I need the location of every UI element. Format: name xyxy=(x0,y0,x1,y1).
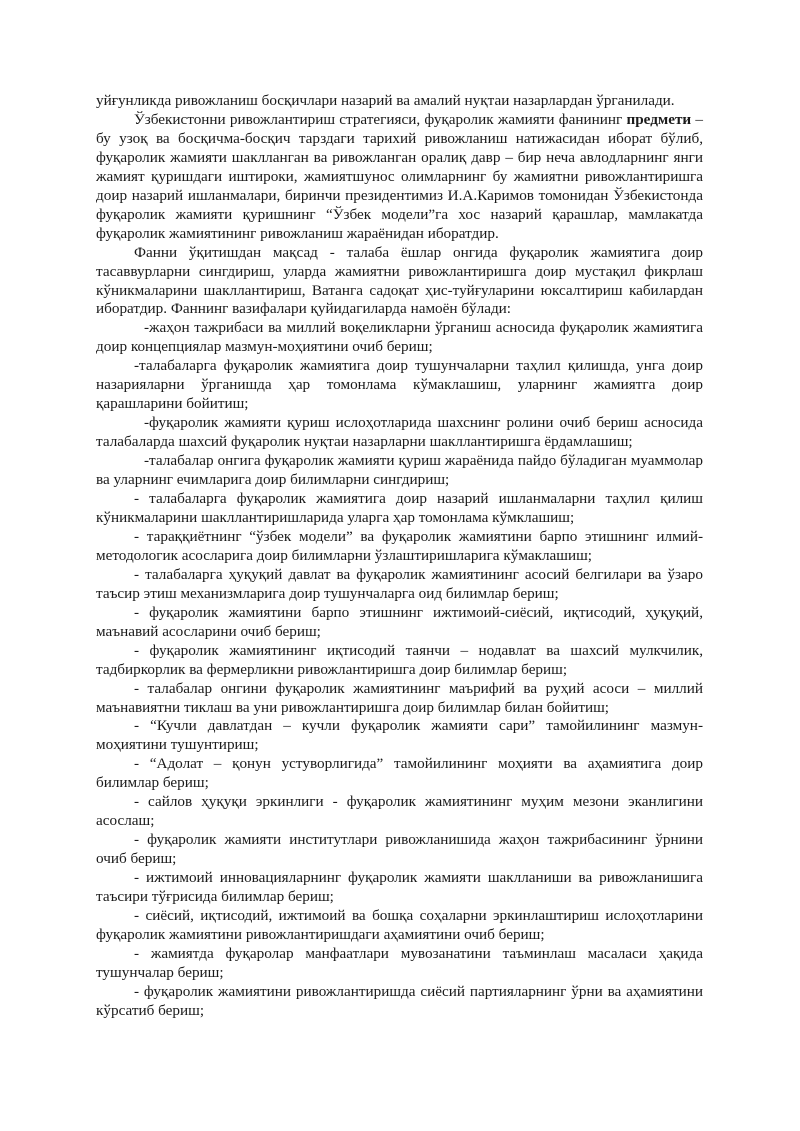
paragraph-subject-start: Ўзбекистонни ривожлантириш стратегияси, фуқаролик жамияти фанининг xyxy=(134,110,627,128)
task-item: - сиёсий, иқтисодий, ижтимоий ва бошқа соҳаларни эркинлаштириш ислоҳотларини фуқаролик жамиятини ривожлантиришдаги аҳамиятини очиб бериш; xyxy=(96,906,703,943)
paragraph-goal: Фанни ўқитишдан мақсад - талаба ёшлар онгида фуқаролик жамиятига доир тасаввурларни сингдириш, уларда жамиятни ривожлантиришга доир мустақил фикрлаш кўникмаларини шакллантириш, Ватанга садоқат ҳис-туйғуларини юксалтириш кабилардан иборатдир. Фаннинг вазифалари қуйидагиларда намоён бўлади: xyxy=(96,243,703,318)
task-item: - “Кучли давлатдан – кучли фуқаролик жамияти сари” тамойилининг мазмун-моҳиятини тушунтириш; xyxy=(96,717,703,754)
task-item: - ижтимоий инновацияларнинг фуқаролик жамияти шаклланиши ва ривожланишига таъсири тўғрисида билимлар бериш; xyxy=(96,869,703,906)
task-item: - фуқаролик жамияти институтлари ривожланишида жаҳон тажрибасининг ўрнини очиб бериш; xyxy=(96,831,703,868)
task-item: -талабалар онгига фуқаролик жамияти қуриш жараёнида пайдо бўладиган муаммолар ва уларнинг ечимларига доир билимларни сингдириш; xyxy=(96,452,703,489)
task-item: - сайлов ҳуқуқи эркинлиги - фуқаролик жамиятининг муҳим мезони эканлигини асослаш; xyxy=(96,793,703,830)
task-item: - талабалар онгини фуқаролик жамиятининг маърифий ва руҳий асоси – миллий маънавиятни тиклаш ва уни ривожлантиришга доир билимлар билан бойитиш; xyxy=(96,679,703,716)
paragraph-subject-rest: – бу узоқ ва босқичма-босқич тарздаги тарихий ривожланиш натижасидан иборат бўлиб, фуқаролик жамияти шаклланган ва ривожланган оралиқ давр – бир неча авлодларнинг янги жамият қуришдаги иштироки, жамиятшунос олимларнинг бу жамиятни ривожлантиришга доир назарий ишланмалари, биринчи президентимиз И.А.Каримов томонидан Ўзбекистонда фуқаролик жамияти қуришнинг “Ўзбек модели”га хос назарий қарашлар, мамлакатда фуқаролик жамиятининг ривожланиш жараёнидан иборатдир. xyxy=(96,110,704,242)
task-item: -фуқаролик жамияти қуриш ислоҳотларида шахснинг ролини очиб бериш асносида талабаларда шахсий фуқаролик нуқтаи назарларни шакллантиришга ёрдамлашиш; xyxy=(96,414,703,451)
paragraph-continuation: уйғунликда ривожланиш босқичлари назарий ва амалий нуқтаи назарлардан ўрганилади. xyxy=(96,92,675,109)
task-item: - фуқаролик жамиятининг иқтисодий таянчи – нодавлат ва шахсий мулкчилик, тадбиркорлик ва фермерликни ривожлантиришга доир билимлар бериш; xyxy=(96,641,703,678)
paragraph-subject-bold-term: предмети xyxy=(626,110,692,128)
task-item: - фуқаролик жамиятини ривожлантиришда сиёсий партияларнинг ўрни ва аҳамиятини кўрсатиб бериш; xyxy=(96,982,703,1019)
task-item: - жамиятда фуқаролар манфаатлари мувозанатини таъминлаш масаласи ҳақида тушунчалар бериш; xyxy=(96,944,703,981)
paragraph-subject xyxy=(96,111,703,244)
task-item: -жаҳон тажрибаси ва миллий воқеликларни ўрганиш асносида фуқаролик жамиятига доир концепциялар мазмун-моҳиятини очиб бериш; xyxy=(96,319,703,356)
task-item: - талабаларга фуқаролик жамиятига доир назарий ишланмаларни таҳлил қилиш кўникмаларини шакллантиришларида уларга ҳар томонлама кўмклашиш; xyxy=(96,490,703,526)
document-page xyxy=(96,92,703,1021)
task-item: - фуқаролик жамиятини барпо этишнинг ижтимоий-сиёсий, иқтисодий, ҳуқуқий, маънавий асосларини очиб бериш; xyxy=(96,603,703,640)
task-item: -талабаларга фуқаролик жамиятига доир тушунчаларни таҳлил қилишда, унга доир назарияларни ўрганишда ҳар томонлама кўмаклашиш, уларнинг жамиятга доир қарашларини бойитиш; xyxy=(96,357,703,413)
task-item: - талабаларга ҳуқуқий давлат ва фуқаролик жамиятининг асосий белгилари ва ўзаро таъсир этиш механизмларига доир тушунчаларга оид билимлар бериш; xyxy=(96,565,703,602)
task-item: - “Адолат – қонун устуворлигида” тамойилининг моҳияти ва аҳамиятига доир билимлар бериш; xyxy=(96,755,703,792)
task-item: - тараққиётнинг “ўзбек модели” ва фуқаролик жамиятини барпо этишнинг илмий-методологик асосларига доир билимларни ўзлаштиришларига кўмаклашиш; xyxy=(96,527,703,564)
